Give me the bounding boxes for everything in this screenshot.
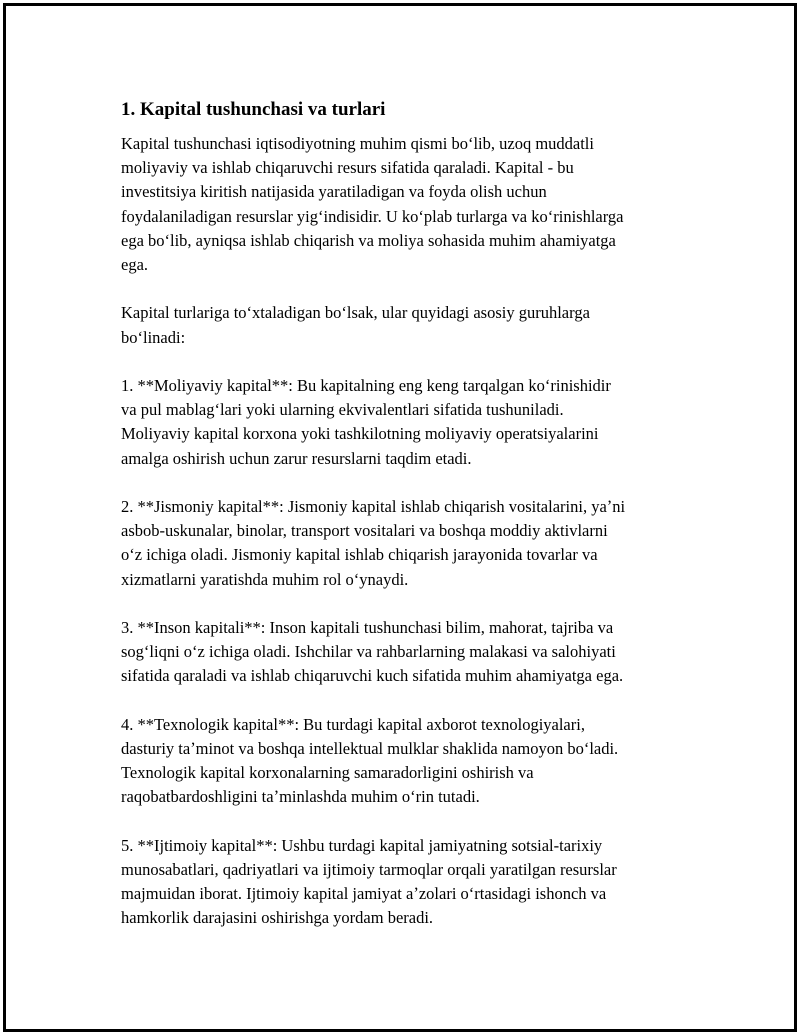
- text-line: sifatida qaraladi va ishlab chiqaruvchi kuch sifatida muhim ahamiyatga ega.: [121, 666, 624, 686]
- document-body: [121, 98, 701, 955]
- text-line: sogʻliqni oʻz ichiga oladi. Ishchilar va rahbarlarning malakasi va salohiyati: [121, 642, 616, 662]
- text-line: 2. **Jismoniy kapital**: Jismoniy kapital ishlab chiqarish vositalarini, yaʼni: [121, 497, 626, 516]
- text-line: Kapital turlariga toʻxtaladigan boʻlsak, ular quyidagi asosiy guruhlarga: [121, 303, 590, 323]
- paragraph-types-intro: [121, 301, 701, 349]
- text-line: hamkorlik darajasini oshirishga yordam beradi.: [121, 908, 434, 928]
- text-line: Moliyaviy kapital korxona yoki tashkilotning moliyaviy operatsiyalarini: [121, 424, 599, 444]
- list-item-physical-capital: [121, 495, 701, 592]
- text-line: Kapital tushunchasi iqtisodiyotning muhim qismi boʻlib, uzoq muddatli: [121, 134, 594, 153]
- text-line: moliyaviy va ishlab chiqaruvchi resurs sifatida qaraladi. Kapital - bu: [121, 158, 574, 178]
- text-line: munosabatlari, qadriyatlari va ijtimoiy tarmoqlar orqali yaratilgan resurslar: [121, 860, 617, 879]
- text-line: amalga oshirish uchun zarur resurslarni taqdim etadi.: [121, 448, 472, 468]
- text-line: boʻlinadi:: [121, 327, 186, 347]
- text-line: investitsiya kiritish natijasida yaratiladigan va foyda olish uchun: [121, 182, 547, 202]
- text-line: 1. **Moliyaviy kapital**: Bu kapitalning eng keng tarqalgan koʻrinishidir: [121, 376, 611, 395]
- page-frame: [3, 3, 797, 1032]
- text-line: Texnologik kapital korxonalarning samaradorligini oshirish va: [121, 763, 534, 783]
- text-line: va pul mablagʻlari yoki ularning ekvivalentlari sifatida tushuniladi.: [121, 400, 564, 420]
- text-line: ega.: [121, 255, 149, 275]
- list-item-technological-capital: [121, 713, 701, 810]
- text-line: ega boʻlib, ayniqsa ishlab chiqarish va moliya sohasida muhim ahamiyatga: [121, 230, 616, 250]
- text-line: 5. **Ijtimoiy kapital**: Ushbu turdagi kapital jamiyatning sotsial-tarixiy: [121, 835, 603, 855]
- text-line: raqobatbardoshligini taʼminlashda muhim oʻrin tutadi.: [121, 787, 480, 807]
- list-item-social-capital: [121, 834, 701, 931]
- text-line: asbob-uskunalar, binolar, transport vositalari va boshqa moddiy aktivlarni: [121, 521, 608, 541]
- list-item-human-capital: [121, 616, 701, 689]
- text-line: dasturiy taʼminot va boshqa intellektual mulklar shaklida namoyon boʻladi.: [121, 739, 619, 758]
- text-line: 4. **Texnologik kapital**: Bu turdagi kapital axborot texnologiyalari,: [121, 714, 585, 734]
- text-line: oʻz ichiga oladi. Jismoniy kapital ishlab chiqarish jarayonida tovarlar va: [121, 545, 598, 565]
- paragraph-intro: [121, 132, 701, 277]
- text-line: xizmatlarni yaratishda muhim rol oʻynaydi.: [121, 569, 409, 589]
- list-item-financial-capital: [121, 374, 701, 471]
- text-line: majmuidan iborat. Ijtimoiy kapital jamiyat aʼzolari oʻrtasidagi ishonch va: [121, 884, 607, 904]
- text-line: 3. **Inson kapitali**: Inson kapitali tushunchasi bilim, mahorat, tajriba va: [121, 618, 614, 637]
- page-title: 1. Kapital tushunchasi va turlari: [121, 99, 386, 120]
- text-line: foydalaniladigan resurslar yigʻindisidir. U koʻplab turlarga va koʻrinishlarga: [121, 206, 624, 226]
